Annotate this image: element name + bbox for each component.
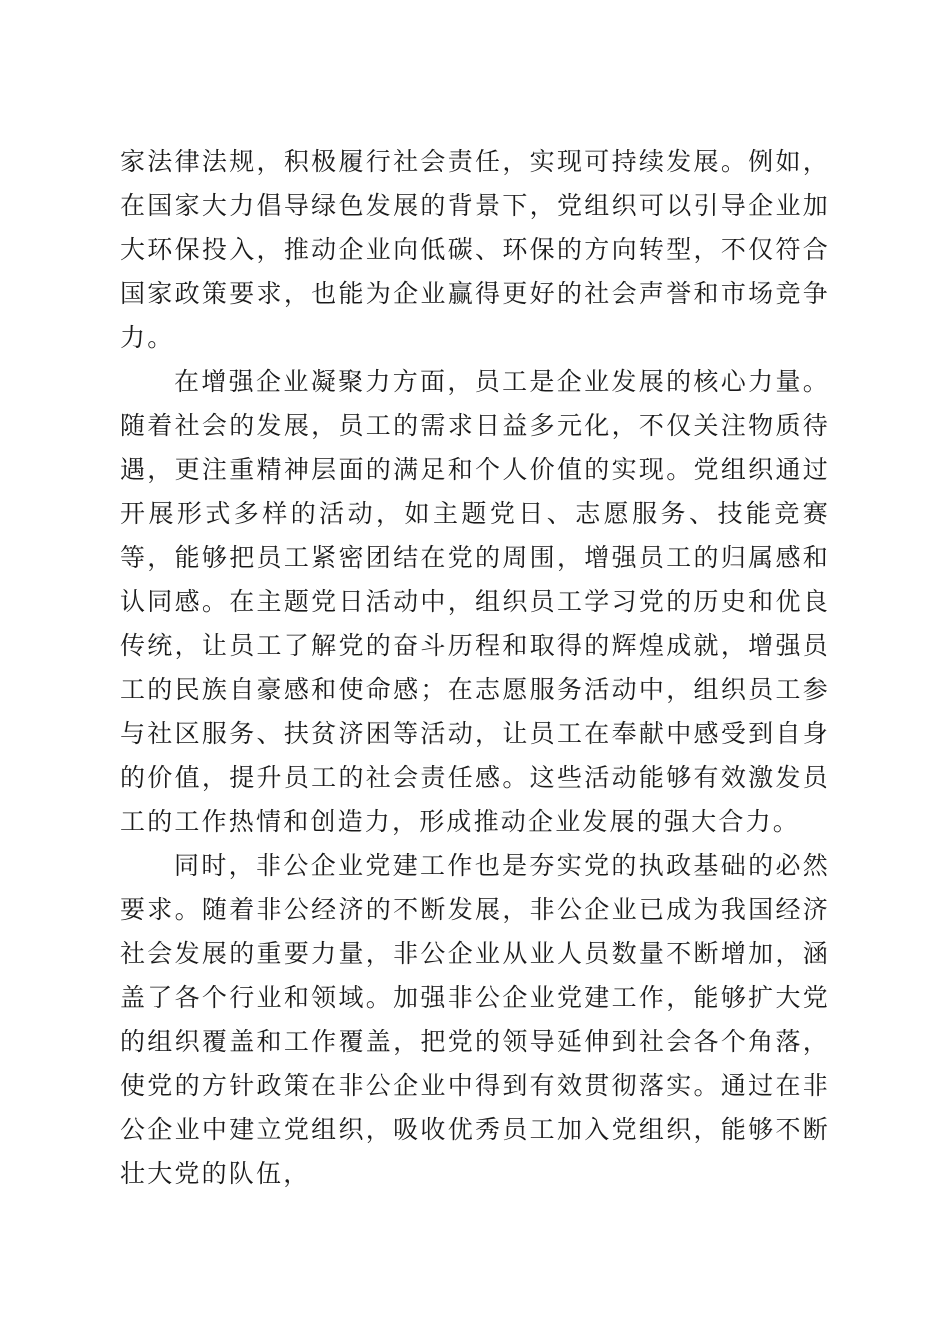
document-body bbox=[120, 140, 830, 1196]
paragraph-party-foundation: 同时，非公企业党建工作也是夯实党的执政基础的必然要求。随着非公经济的不断发展，非公企业已成为我国经济社会发展的重要力量，非公企业从业人员数量不断增加，涵盖了各个行业和领域。加强非公企业党建工作，能够扩大党的组织覆盖和工作覆盖，把党的领导延伸到社会各个角落，使党的方针政策在非公企业中得到有效贯彻落实。通过在非公企业中建立党组织，吸收优秀员工加入党组织，能够不断壮大党的队伍， bbox=[120, 851, 830, 1188]
paragraph-continuation: 家法律法规，积极履行社会责任，实现可持续发展。例如，在国家大力倡导绿色发展的背景下，党组织可以引导企业加大环保投入，推动企业向低碳、环保的方向转型，不仅符合国家政策要求，也能为企业赢得更好的社会声誉和市场竞争力。 bbox=[120, 147, 830, 352]
paragraph-cohesion: 在增强企业凝聚力方面，员工是企业发展的核心力量。随着社会的发展，员工的需求日益多元化，不仅关注物质待遇，更注重精神层面的满足和个人价值的实现。党组织通过开展形式多样的活动，如主题党日、志愿服务、技能竞赛等，能够把员工紧密团结在党的周围，增强员工的归属感和认同感。在主题党日活动中，组织员工学习党的历史和优良传统，让员工了解党的奋斗历程和取得的辉煌成就，增强员工的民族自豪感和使命感；在志愿服务活动中，组织员工参与社区服务、扶贫济困等活动，让员工在奉献中感受到自身的价值，提升员工的社会责任感。这些活动能够有效激发员工的工作热情和创造力，形成推动企业发展的强大合力。 bbox=[120, 367, 830, 836]
